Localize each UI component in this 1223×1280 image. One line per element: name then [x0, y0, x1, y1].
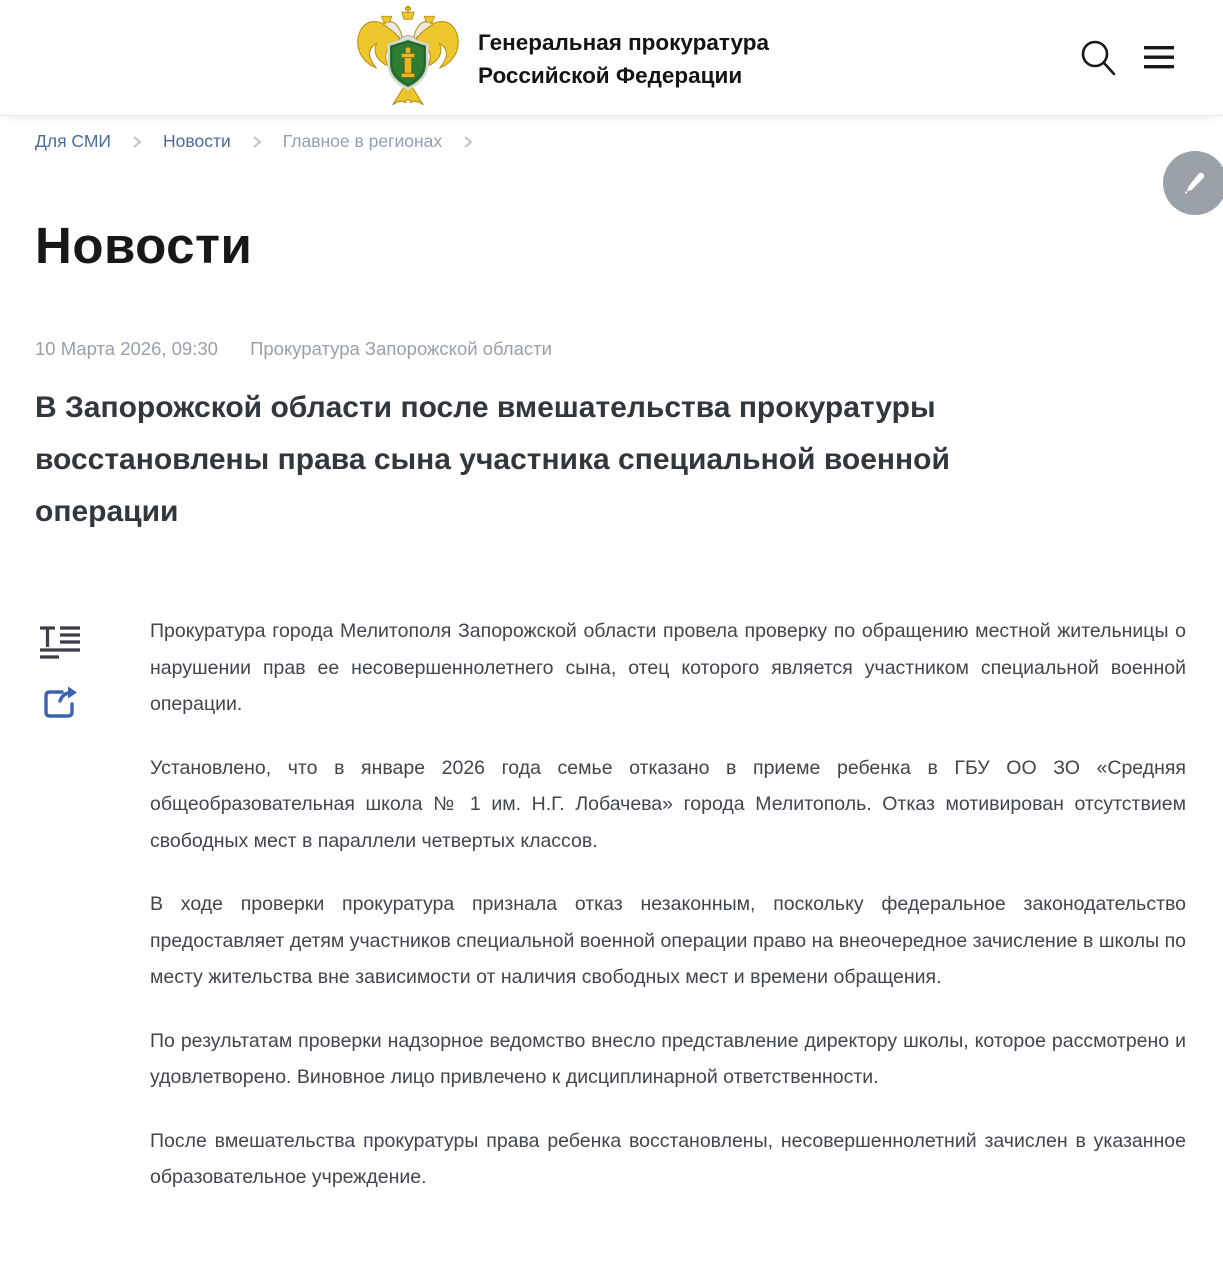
chevron-right-icon [463, 134, 473, 150]
org-title[interactable] [478, 26, 769, 92]
breadcrumb-item-regions[interactable]: Главное в регионах [282, 131, 443, 151]
article-tools [38, 622, 82, 725]
edit-fab-button[interactable] [1163, 151, 1223, 215]
article-paragraph: По результатам проверки надзорное ведомство внесло представление директору школы, которое рассмотрено и удовлетворено. Виновное лицо привлечено к дисциплинарной ответственности. [150, 1029, 1186, 1088]
article-title: В Запорожской области после вмешательства прокуратуры восстановлены права сына участника специальной военной операции [35, 391, 950, 528]
share-icon [40, 684, 80, 722]
breadcrumb [35, 131, 473, 152]
chevron-right-icon [252, 134, 262, 150]
article-paragraph: Прокуратура города Мелитополя Запорожской области провела проверку по обращению местной жительницы о нарушении прав ее несовершеннолетнего сына, отец которого является участником специальной военной операции. [150, 620, 1186, 715]
org-title-line2: Российской Федерации [478, 63, 743, 88]
share-button[interactable] [38, 683, 82, 725]
search-button[interactable] [1078, 38, 1118, 80]
chevron-right-icon [132, 134, 142, 150]
article-date: 10 Марта 2026, 09:30 [35, 338, 218, 359]
article-source: Прокуратура Запорожской области [250, 338, 552, 359]
prosecutor-emblem-logo[interactable] [352, 3, 464, 111]
menu-icon [1142, 43, 1178, 73]
pencil-icon [1180, 168, 1210, 198]
article-body [150, 613, 1186, 1223]
menu-button[interactable] [1142, 43, 1178, 73]
page-title: Новости [35, 217, 253, 274]
article-meta [35, 338, 552, 360]
breadcrumb-item-for-media[interactable]: Для СМИ [35, 131, 111, 151]
article-paragraph: В ходе проверки прокуратура признала отказ незаконным, поскольку федеральное законодательство предоставляет детям участников специальной военной операции право на внеочередное зачисление в школы по месту жительства вне зависимости от наличия свободных мест и времени обращения. [150, 893, 1186, 988]
site-header [0, 0, 1223, 116]
search-icon [1078, 38, 1118, 80]
breadcrumb-item-news[interactable]: Новости [163, 131, 231, 151]
text-size-icon [38, 622, 82, 664]
org-title-line1: Генеральная прокуратура [478, 30, 769, 55]
article-paragraph: После вмешательства прокуратуры права ребенка восстановлены, несовершеннолетний зачислен в указанное образовательное учреждение. [150, 1129, 1186, 1188]
article-paragraph: Установлено, что в январе 2026 года семье отказано в приеме ребенка в ГБУ ОО ЗО «Средняя общеобразовательная школа № 1 им. Н.Г. Лобачева» города Мелитополь. Отказ мотивирован отсутствием свободных мест в параллели четвертых классов. [150, 756, 1186, 852]
double-headed-eagle-icon [352, 3, 464, 111]
text-size-button[interactable] [38, 622, 82, 664]
